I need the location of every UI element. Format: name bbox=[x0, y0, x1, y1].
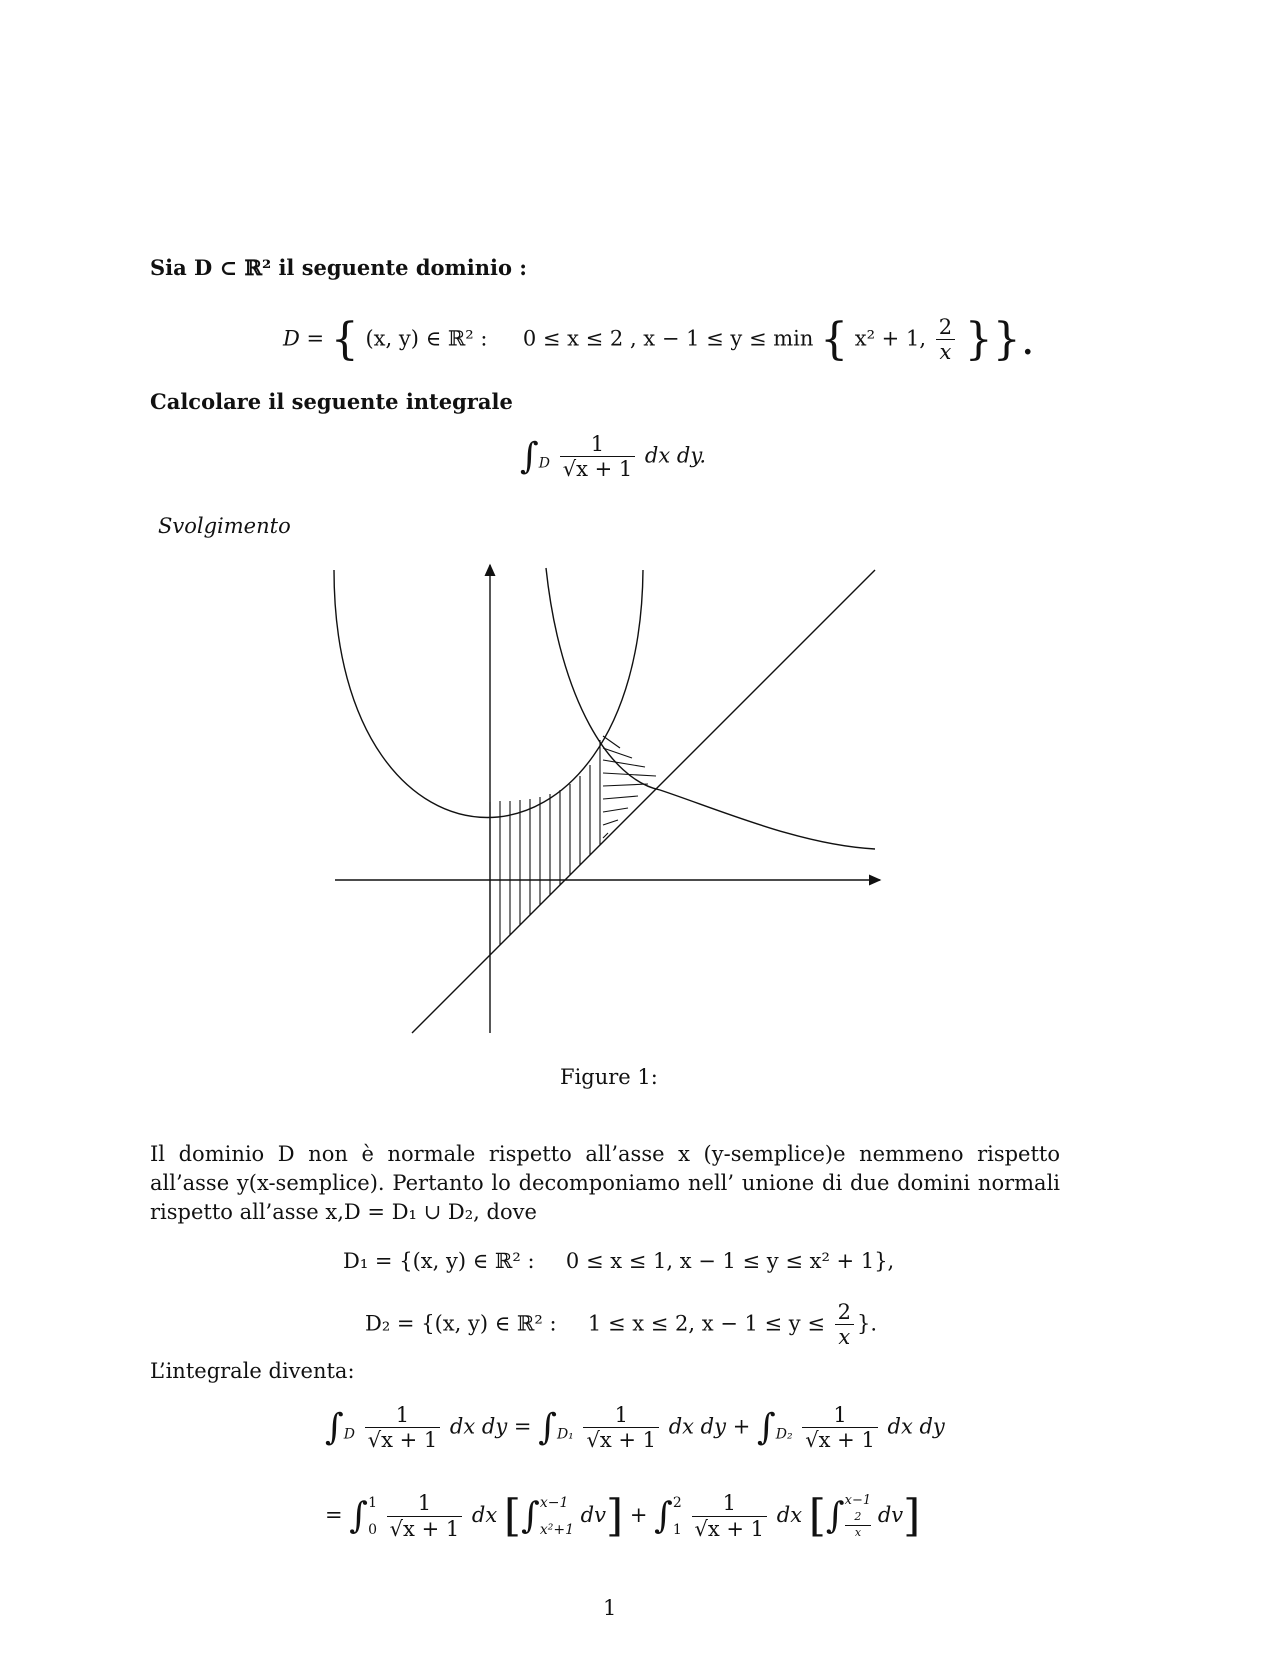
integral-sign: ∫ bbox=[520, 436, 539, 478]
d2-lhs: D₂ = {(x, y) ∈ ℝ² : bbox=[365, 1311, 557, 1336]
result-intro: L’integrale diventa: bbox=[150, 1359, 355, 1383]
explanation-paragraph: Il dominio D non è normale rispetto all’asse x (y-semplice)e nemmeno rispetto all’asse y(x-semplice). Pertanto lo decomponiamo nell’ unione di due domini normali rispetto all’asse x,D = D₁ ∪ D₂, dove bbox=[150, 1142, 1060, 1224]
right-bracket: ] bbox=[903, 1490, 921, 1542]
d2-definition bbox=[365, 1300, 877, 1350]
fraction-numerator: 1 bbox=[387, 1491, 463, 1516]
integral-domain: D₁ bbox=[556, 1426, 574, 1443]
d1-lhs: D₁ = {(x, y) ∈ ℝ² : bbox=[343, 1249, 535, 1273]
intro-text: Sia D ⊂ ℝ² il seguente dominio : bbox=[150, 255, 528, 280]
differential: dv bbox=[877, 1503, 904, 1528]
differential: dx bbox=[776, 1503, 803, 1528]
lower-limit: 1 bbox=[672, 1521, 682, 1538]
left-bracket: [ bbox=[808, 1490, 826, 1542]
differential: dx dy bbox=[668, 1414, 726, 1439]
page-number: 1 bbox=[603, 1596, 617, 1620]
upper-limit: x−1 bbox=[844, 1493, 872, 1509]
integral-tail: dx dy. bbox=[644, 443, 707, 468]
integral-sign: ∫ bbox=[654, 1495, 673, 1537]
fraction-denominator: √x + 1 bbox=[586, 1428, 657, 1453]
left-bracket: [ bbox=[503, 1490, 522, 1542]
d1-cond: 0 ≤ x ≤ 1, x − 1 ≤ y ≤ x² + 1}, bbox=[565, 1249, 895, 1273]
integral-sign: ∫ bbox=[756, 1407, 776, 1449]
d2-cond: 1 ≤ x ≤ 2, x − 1 ≤ y ≤ bbox=[587, 1311, 825, 1336]
integral-sign: ∫ bbox=[521, 1495, 540, 1537]
equals-sign: = bbox=[513, 1414, 532, 1439]
fraction-numerator: 1 bbox=[560, 432, 636, 457]
hyperbola-curve bbox=[546, 568, 875, 849]
section-title: Svolgimento bbox=[158, 514, 291, 538]
upper-limit: x−1 bbox=[539, 1495, 569, 1511]
d2-fraction bbox=[835, 1300, 854, 1350]
integrand-fraction bbox=[365, 1403, 441, 1453]
task-text: Calcolare il seguente integrale bbox=[150, 389, 513, 414]
upper-limit: 2 bbox=[672, 1495, 682, 1511]
hatching-d1 bbox=[490, 740, 600, 955]
equals-sign: = bbox=[325, 1503, 343, 1528]
integrand-fraction bbox=[802, 1403, 878, 1453]
domain-elem: (x, y) ∈ ℝ² : bbox=[365, 326, 488, 351]
right-bracket: ] bbox=[605, 1490, 624, 1542]
parabola-curve bbox=[334, 570, 643, 818]
domain-cond: 0 ≤ x ≤ 2 , x − 1 ≤ y ≤ min bbox=[522, 326, 814, 351]
equation-1 bbox=[325, 1403, 945, 1453]
lower-limit-fraction bbox=[845, 1510, 872, 1540]
integral-domain: D bbox=[343, 1426, 355, 1443]
fraction-numerator: 2 bbox=[835, 1300, 854, 1325]
upper-limit: 1 bbox=[368, 1495, 377, 1511]
fraction-numerator: 1 bbox=[692, 1491, 768, 1516]
differential: dx dy bbox=[449, 1414, 508, 1439]
domain-min-arg1: x² + 1, bbox=[854, 326, 926, 351]
domain-lhs: D = bbox=[283, 326, 325, 351]
integral-domain: D₂ bbox=[775, 1426, 793, 1443]
differential: dx bbox=[471, 1503, 498, 1528]
fraction-denominator: √x + 1 bbox=[367, 1428, 438, 1453]
differential: dx dy bbox=[887, 1414, 945, 1439]
fraction-denominator: √x + 1 bbox=[805, 1428, 875, 1453]
equation-2 bbox=[325, 1490, 920, 1543]
domain-set-open: { bbox=[330, 314, 359, 366]
lower-limit: x²+1 bbox=[539, 1521, 574, 1538]
fraction-denominator: √x + 1 bbox=[389, 1516, 460, 1541]
integral-sign: ∫ bbox=[325, 1407, 344, 1449]
fraction-denominator: x bbox=[854, 1525, 862, 1539]
lower-limit: 0 bbox=[368, 1521, 377, 1538]
integral-sign: ∫ bbox=[349, 1495, 369, 1537]
integral-sign: ∫ bbox=[538, 1407, 557, 1449]
integrand-fraction bbox=[692, 1491, 768, 1541]
fraction-numerator: 1 bbox=[583, 1403, 659, 1428]
differential: dv bbox=[580, 1503, 606, 1528]
plus-sign: + bbox=[732, 1414, 751, 1439]
line-curve bbox=[412, 570, 875, 1033]
d1-definition bbox=[343, 1249, 894, 1273]
integral-sign: ∫ bbox=[825, 1495, 845, 1537]
d2-tail: }. bbox=[857, 1311, 878, 1336]
fraction-numerator: 2 bbox=[845, 1510, 872, 1525]
plus-sign: + bbox=[629, 1503, 648, 1528]
fraction-denominator: x bbox=[939, 340, 952, 365]
fraction-numerator: 2 bbox=[936, 315, 955, 340]
figure-caption: Figure 1: bbox=[560, 1065, 658, 1089]
integrand-fraction bbox=[583, 1403, 659, 1453]
fraction-denominator: √x + 1 bbox=[562, 457, 633, 482]
fraction-denominator: √x + 1 bbox=[694, 1516, 765, 1541]
integral-domain: D bbox=[538, 455, 550, 472]
fraction-denominator: x bbox=[838, 1325, 851, 1350]
domain-close: }}. bbox=[964, 314, 1035, 366]
domain-min-open: { bbox=[820, 314, 849, 366]
fraction-numerator: 1 bbox=[802, 1403, 878, 1428]
integrand-fraction bbox=[387, 1491, 463, 1541]
fraction-numerator: 1 bbox=[365, 1403, 441, 1428]
